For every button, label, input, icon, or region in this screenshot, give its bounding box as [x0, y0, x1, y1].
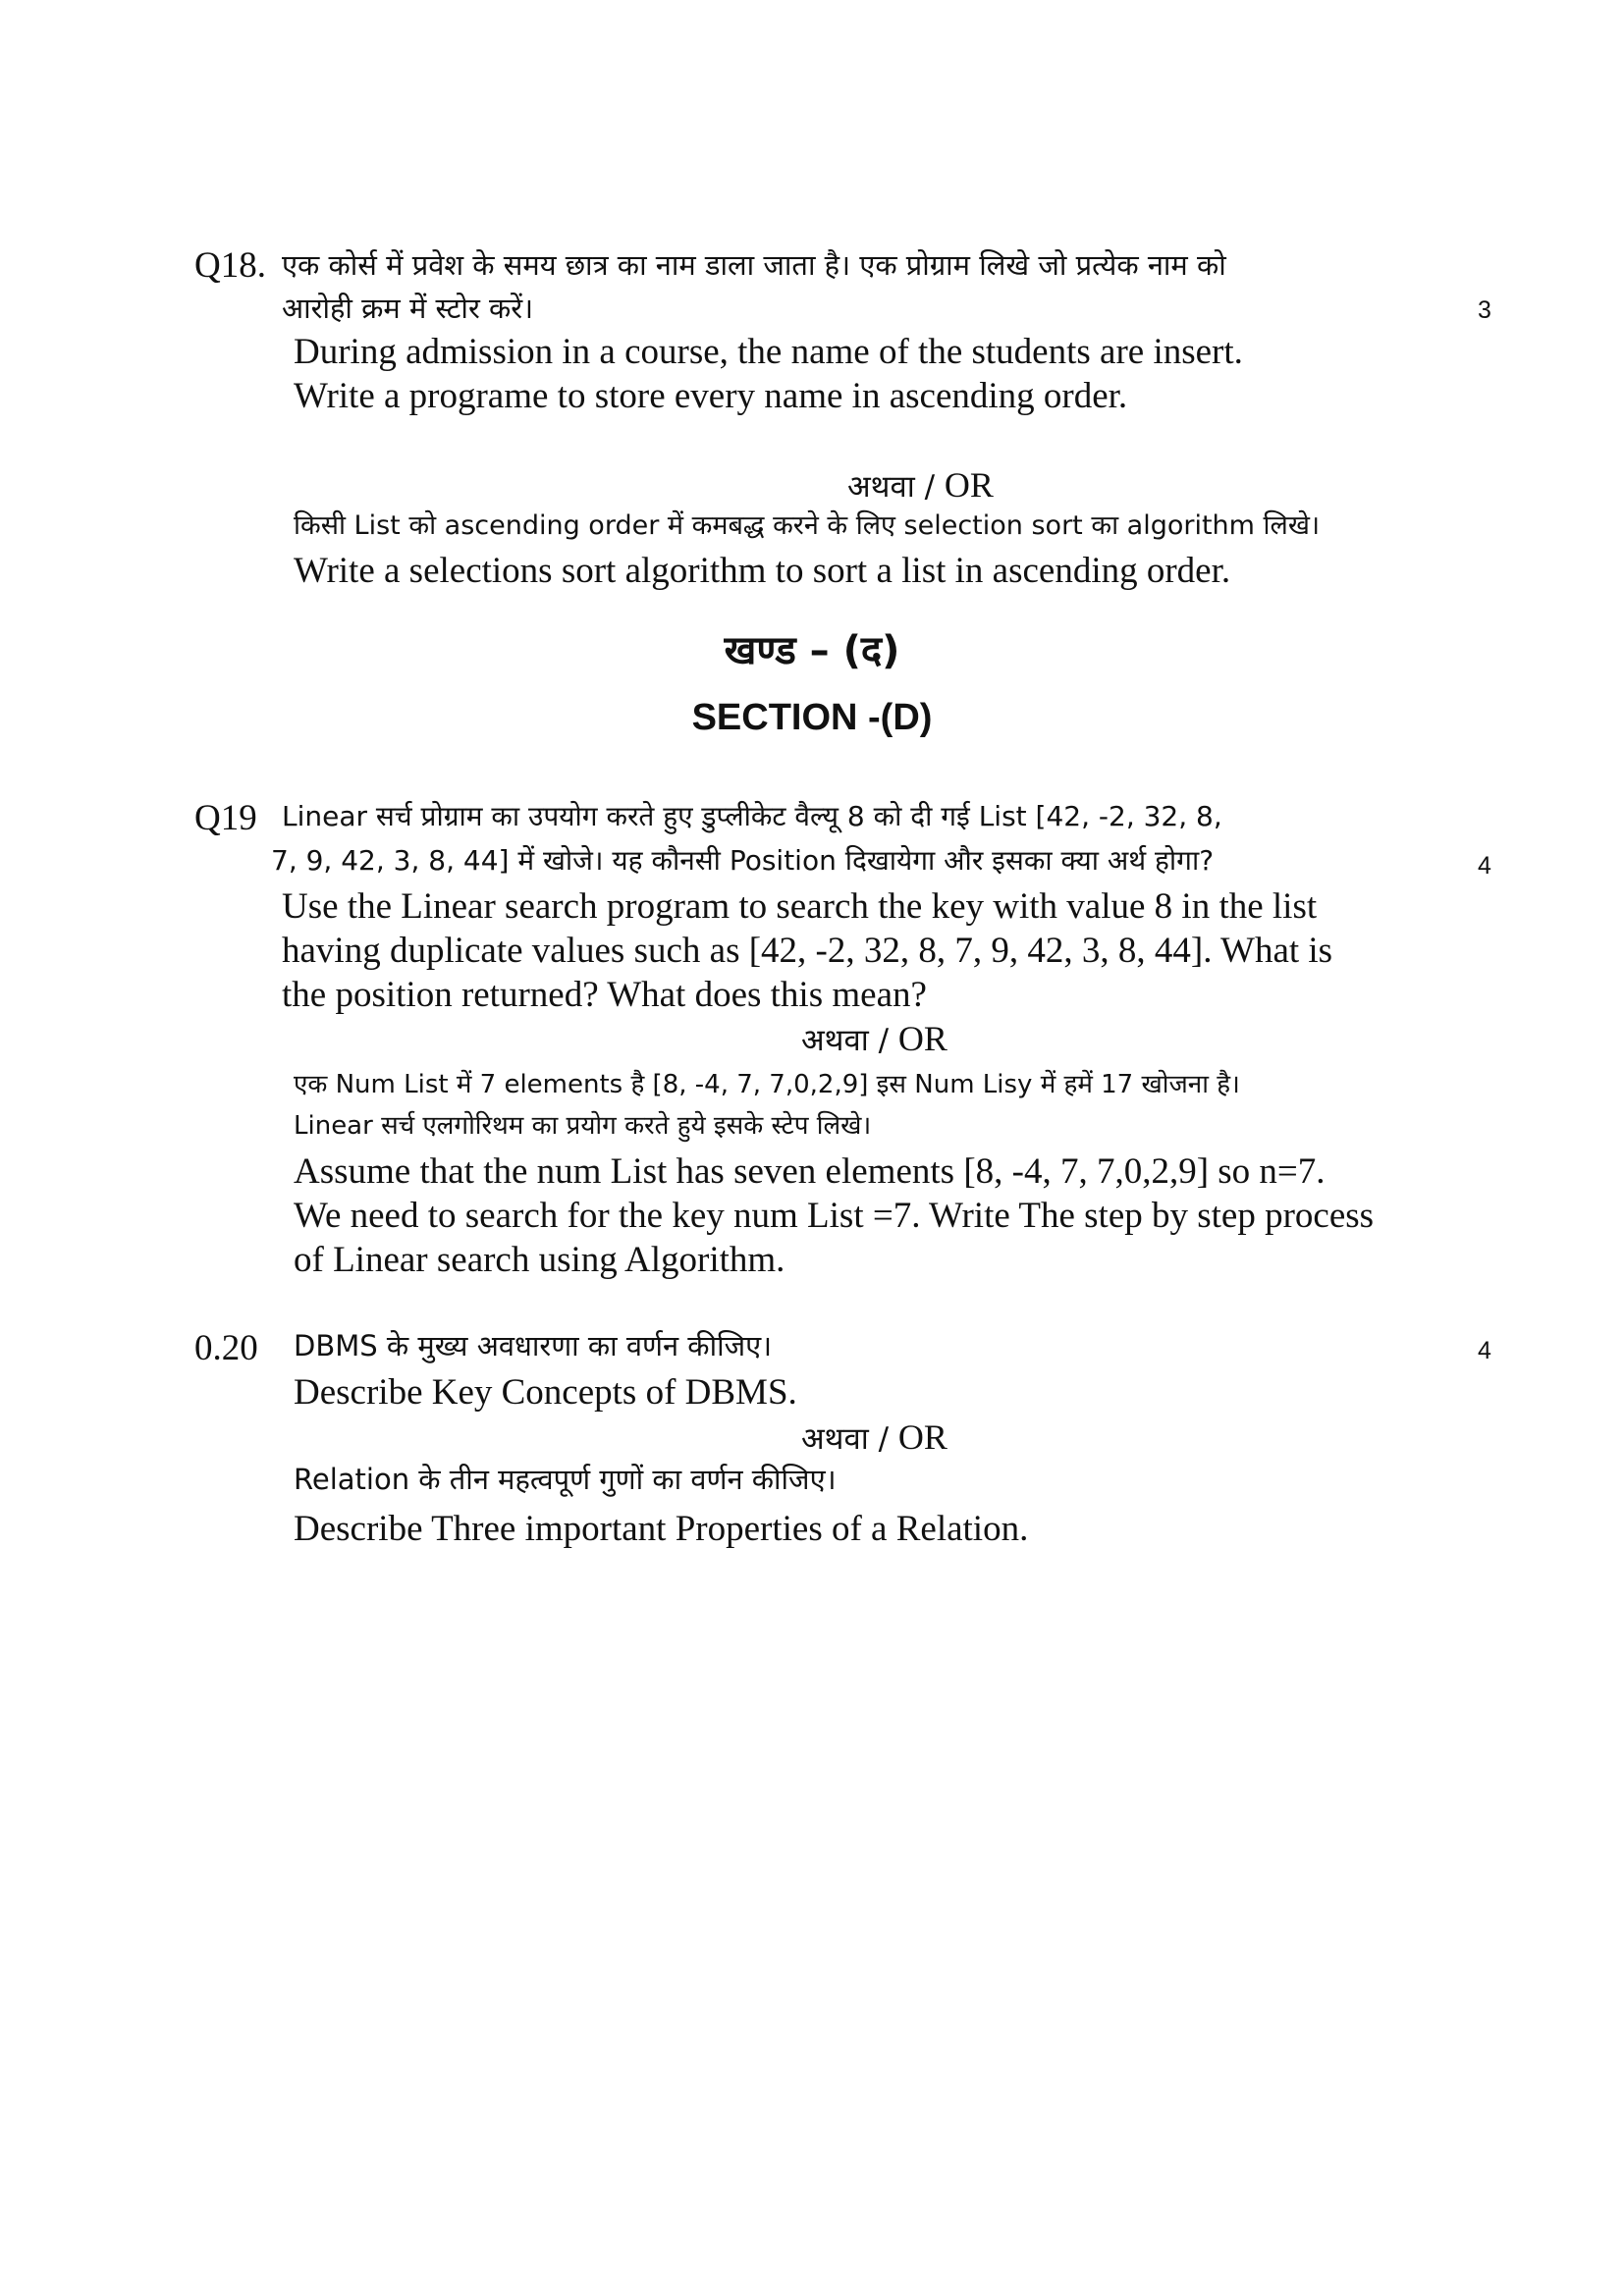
question-number: Q19: [194, 798, 257, 838]
question-number: 0.20: [194, 1328, 258, 1368]
question-text-hindi: Linear सर्च प्रोग्राम का उपयोग करते हुए डुप्लीकेट वैल्यू 8 को दी गई List [42, -2, 32, 8,: [282, 800, 1222, 832]
alternative-question-hindi: Relation के तीन महत्वपूर्ण गुणों का वर्णन कीजिए।: [294, 1463, 837, 1496]
question-text-hindi: 7, 9, 42, 3, 8, 44] में खोजे। यह कौनसी Position दिखायेगा और इसका क्या अर्थ होगा?: [271, 844, 1215, 877]
or-slash: /: [868, 1421, 898, 1457]
or-hindi: अथवा: [801, 1421, 869, 1457]
or-separator: [847, 467, 994, 503]
or-separator: [801, 1419, 947, 1455]
alternative-question-english: Assume that the num List has seven elements [8, -4, 7, 7,0,2,9] so n=7.: [294, 1151, 1326, 1192]
question-text-hindi: एक कोर्स में प्रवेश के समय छात्र का नाम डाला जाता है। एक प्रोग्राम लिखे जो प्रत्येक नाम को: [282, 248, 1226, 282]
question-text-english: Write a programe to store every name in ascending order.: [294, 376, 1128, 416]
question-text-hindi: DBMS के मुख्य अवधारणा का वर्णन कीजिए।: [294, 1329, 773, 1362]
or-slash: /: [914, 469, 945, 505]
section-heading-english: SECTION -(D): [691, 697, 933, 738]
question-number: Q18.: [194, 245, 266, 286]
marks-label: 4: [1478, 852, 1491, 880]
question-text-english: the position returned? What does this mean?: [282, 975, 927, 1015]
marks-label: 4: [1478, 1337, 1491, 1364]
alternative-question-english: of Linear search using Algorithm.: [294, 1240, 785, 1280]
question-text-english: having duplicate values such as [42, -2, 32, 8, 7, 9, 42, 3, 8, 44]. What is: [282, 931, 1333, 971]
or-slash: /: [868, 1023, 898, 1058]
or-hindi: अथवा: [801, 1023, 869, 1058]
or-english: OR: [897, 1417, 947, 1457]
marks-label: 3: [1478, 296, 1491, 324]
alternative-question-hindi: किसी List को ascending order में कमबद्ध करने के लिए selection sort का algorithm लिखे।: [294, 510, 1321, 541]
question-text-english: Use the Linear search program to search the key with value 8 in the list: [282, 886, 1318, 927]
alternative-question-english: Describe Three important Properties of a Relation.: [294, 1509, 1029, 1549]
or-separator: [801, 1021, 947, 1056]
question-text-english: Describe Key Concepts of DBMS.: [294, 1372, 797, 1413]
alternative-question-hindi: एक Num List में 7 elements है [8, -4, 7, 7,0,2,9] इस Num Lisy में हमें 17 खोजना है।: [294, 1070, 1240, 1099]
question-text-english: During admission in a course, the name of the students are insert.: [294, 332, 1243, 372]
alternative-question-hindi: Linear सर्च एलगोरिथम का प्रयोग करते हुये इसके स्टेप लिखे।: [294, 1111, 872, 1141]
or-hindi: अथवा: [847, 469, 915, 505]
or-english: OR: [944, 465, 994, 505]
alternative-question-english: We need to search for the key num List =7. Write The step by step process: [294, 1196, 1375, 1236]
alternative-question-english: Write a selections sort algorithm to sort a list in ascending order.: [294, 551, 1231, 591]
section-heading-hindi: खण्ड – (द): [724, 628, 900, 673]
question-text-hindi: आरोही क्रम में स्टोर करें।: [282, 292, 534, 325]
or-english: OR: [897, 1019, 947, 1058]
